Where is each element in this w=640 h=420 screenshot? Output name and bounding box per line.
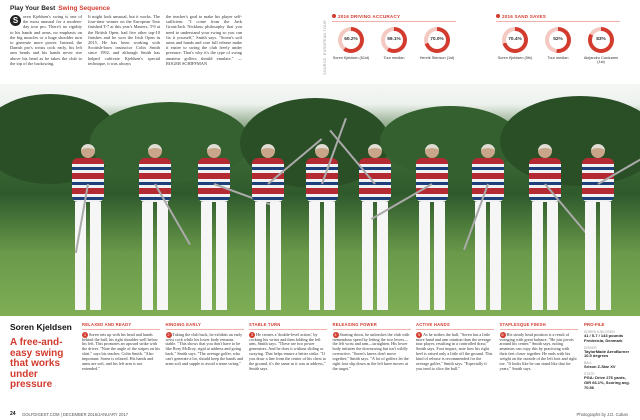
donut-label: Tour median xyxy=(547,56,569,60)
donut-ring xyxy=(424,27,450,53)
donut-label: Alejandro Canizares (1st) xyxy=(583,56,619,64)
pro-file-title: PRO-FILE xyxy=(584,322,605,327)
golfer-legs xyxy=(585,202,611,310)
step-title: STABLE TURN xyxy=(249,322,327,330)
stat-donut xyxy=(496,27,534,64)
page-number: 24 xyxy=(10,411,16,417)
golfer-name: Soren Kjeldsen xyxy=(10,322,72,332)
golfer-head xyxy=(368,144,382,158)
driving-donuts xyxy=(332,27,456,60)
side-note: SOURCE: EUROPEAN TOUR xyxy=(323,20,327,75)
golfer-figure xyxy=(246,144,290,314)
golfer-legs xyxy=(75,202,101,310)
stat-donut xyxy=(418,27,456,60)
sand-donuts xyxy=(496,27,620,64)
golfer-legs xyxy=(532,202,558,310)
feature-section xyxy=(0,316,640,408)
step-column xyxy=(416,322,494,372)
golfer-shirt xyxy=(139,158,171,202)
golfer-head xyxy=(81,144,95,158)
step-title: STAPLESQUE FINISH xyxy=(500,322,578,330)
step-column xyxy=(500,322,578,372)
step-number: 1 xyxy=(83,331,87,337)
dropcap: S xyxy=(10,15,21,26)
page-header xyxy=(10,5,110,12)
step-text xyxy=(500,332,578,372)
donut-label: Soren Kjeldsen (5th) xyxy=(497,56,533,60)
golfer-figure xyxy=(300,144,344,314)
photo-credit: Photographs by J.D. Cuban xyxy=(576,411,628,417)
bullet-icon xyxy=(496,14,500,18)
golfer-head xyxy=(207,144,221,158)
golfer-legs xyxy=(419,202,445,310)
swing-sequence-photo xyxy=(0,84,640,316)
golfer-shirt xyxy=(472,158,504,202)
driving-accuracy-panel xyxy=(332,14,456,68)
donut-value: 52% xyxy=(549,31,567,49)
intro-column-2: It might look unusual, but it works. The four-time winner on the European Tour finished T-7 at this year's Masters, T-9 at the British Open, had five other top-10 finishes and he won the Irish Open in 2015. He has been working with Scottish-born instructor Colin Smith since 1992, and although Smith has helped cultivate Kjeldsen's special technique, it was always xyxy=(88,14,160,66)
step-number: 4 xyxy=(334,331,337,337)
golfer-figure xyxy=(576,144,620,314)
intro-column-1: S oren Kjeldsen's swing is one of the most unusual for a modern-day tour pro. There's no rigidity to his hands and arms, no emphasis on the big muscles or a huge shoulder turn to generate more power. Instead, the Danish pro's wrists cock early, his left arm bends and his hands never rise above his head as he takes the club to the top of the backswing. xyxy=(10,14,82,66)
bullet-icon xyxy=(332,14,336,18)
donut-ring xyxy=(381,27,407,53)
donut-label: Henrik Stenson (1st) xyxy=(419,56,455,60)
golfer-shirt xyxy=(359,158,391,202)
step-body: Taking the club back, he exhibits an early wrist cock while his lower body remains stable. "This shows that you don't have to be like Rory McIlroy, rigid at address and going back," Smith says. "The average golfer, who can't generate a lot, should keep the hands and arms soft and supple to avoid a tense swing." xyxy=(165,331,244,367)
step-text xyxy=(416,332,494,372)
golfer-figure xyxy=(353,144,397,314)
stat-donut xyxy=(582,27,620,64)
donut-value: 60.2% xyxy=(342,31,360,49)
sand-saves-title: 2016 SAND SAVES xyxy=(496,14,620,22)
golfer-legs xyxy=(309,202,335,310)
golfer-legs xyxy=(201,202,227,310)
step-title: HINGING EARLY xyxy=(166,322,244,330)
golfer-legs xyxy=(475,202,501,310)
golfer-head xyxy=(481,144,495,158)
intro-text xyxy=(10,14,240,84)
golfer-figure xyxy=(410,144,454,314)
golfer-head xyxy=(148,144,162,158)
step-text xyxy=(333,332,411,372)
donut-ring xyxy=(545,27,571,53)
step-text xyxy=(82,332,160,372)
footer-site: GOLFDIGEST.COM | DECEMBER 2016/JANUARY 2017 xyxy=(22,411,129,417)
step-number: 5 xyxy=(417,331,421,337)
donut-value: 59.1% xyxy=(385,31,403,49)
golfer-shirt xyxy=(198,158,230,202)
donut-ring xyxy=(338,27,364,53)
step-title: RELAXED AND READY xyxy=(82,322,160,330)
golfer-head xyxy=(261,144,275,158)
feature-headline: A free-and-easy swing that works under pressure xyxy=(10,337,64,390)
pro-value: 41 / 5-7 / 143 pounds Fredericia, Denmark xyxy=(584,333,624,343)
pro-key: BALL xyxy=(584,361,593,366)
step-number: 3 xyxy=(250,331,254,337)
donut-label: Tour median xyxy=(383,56,405,60)
golfer-figure xyxy=(523,144,567,314)
page-footer xyxy=(0,408,640,420)
step-number: 6 xyxy=(501,331,504,337)
step-column xyxy=(333,322,411,372)
step-body: He creates a 'double-level action,' by cocking his wrists and then folding the left arm, Smith says. "These are two power generators. And he does it without sliding or swaying. That helps ensure a better strike. "If you draw a line from the center of his chest to the ground, it's the same as it was at address," Smith says. xyxy=(249,331,326,371)
golfer-figure xyxy=(133,144,177,314)
golfer-shirt xyxy=(72,158,104,202)
golfer-figure xyxy=(192,144,236,314)
driving-accuracy-title: 2016 DRIVING ACCURACY xyxy=(332,14,456,22)
golfer-head xyxy=(315,144,329,158)
donut-value: 83% xyxy=(592,31,610,49)
step-text xyxy=(249,332,327,372)
pro-key: DRIVER xyxy=(584,345,597,350)
pro-value: Srixon Z-Star XV xyxy=(584,364,616,370)
golfer-legs xyxy=(255,202,281,310)
golfer-head xyxy=(591,144,605,158)
donut-value: 70.4% xyxy=(506,31,524,49)
golfer-legs xyxy=(362,202,388,310)
golfer-shirt xyxy=(416,158,448,202)
stat-donut xyxy=(375,27,413,60)
stat-donut xyxy=(539,27,577,64)
pro-value: TaylorMade AeroBurner 10.5 degrees xyxy=(584,348,630,359)
pro-file-box xyxy=(584,322,634,390)
header-title: Play Your Best xyxy=(10,5,56,12)
donut-value: 70.0% xyxy=(428,31,446,49)
step-number: 2 xyxy=(167,331,170,337)
donut-ring xyxy=(502,27,528,53)
golfer-head xyxy=(538,144,552,158)
sand-saves-panel xyxy=(496,14,620,68)
golfer-head xyxy=(425,144,439,158)
stat-donut xyxy=(332,27,370,60)
step-title: ACTIVE HANDS xyxy=(416,322,494,330)
intro-column-3: the teacher's goal to make his player self-sufficient. "I come from the Jack Grout/Jack Nicklaus philosophy that you need to understand your swing so you can fix it yourself," Smith says. "Soren's soft arms and hands and core full release make it easier to swing the club freely under pressure. That's why it's the type of swing amateur golfers should emulate." —ROGER SCHIFFMAN xyxy=(166,14,242,66)
pro-key: SOREN KJELDSEN xyxy=(584,330,615,334)
step-text xyxy=(166,332,244,367)
golfer-figure xyxy=(466,144,510,314)
step-body: Starting down, he unleashes the club with tremendous speed by letting the two levers—the left wrist and arm—straighten. His lower body initiates the downswing but isn't wildly overactive. "Soren's knees don't move together," Smith says. "A lot of golfers let the right foot slip down as the left knee moves at the target." xyxy=(332,331,410,371)
donut-label: Soren Kjeldsen (51st) xyxy=(332,56,370,60)
step-body: His steady head position is a result of swinging with great balance. "He just pivots around his center," Smith says, noting amateurs can copy this by practicing with their feet closer together. He ends with his weight on the outside of the left foot and right toe. "It looks like he can stand like that for years," Smith says. xyxy=(499,331,577,371)
step-body: As he strikes the ball, "Soren has a little more hand and arm rotation than the average tour player, resulting in a controlled draw," Smith says. Foot impact, note how his right heel is raised only a little off the ground. This kind of release is recommended for the average golfer," Smith says. "Especially if you tend to slice the ball." xyxy=(416,331,493,371)
step-column xyxy=(166,322,244,367)
donut-ring xyxy=(588,27,614,53)
step-body: Soren sets up with his head and hands behind the ball, his right shoulder well below his left. This promotes an upward strike with the driver. "Note the angle of the stripes on his shirt," says his teacher, Colin Smith. "Also important: Soren is relaxed. His hands and arms are soft, and his left arm is not extended." xyxy=(82,331,160,371)
golfer-figure xyxy=(66,144,110,314)
step-column xyxy=(249,322,327,372)
header-section: Swing Sequence xyxy=(58,5,110,12)
pro-value: PGA: Drive 276 yards, GIR 66.1%, Scoring avg. 70.56 xyxy=(584,374,630,390)
golfer-shirt xyxy=(252,158,284,202)
step-column xyxy=(82,322,160,372)
golfer-shirt xyxy=(582,158,614,202)
pro-key: STATS xyxy=(584,371,595,376)
step-title: RELEASING POWER xyxy=(333,322,411,330)
golfer-legs xyxy=(142,202,168,310)
